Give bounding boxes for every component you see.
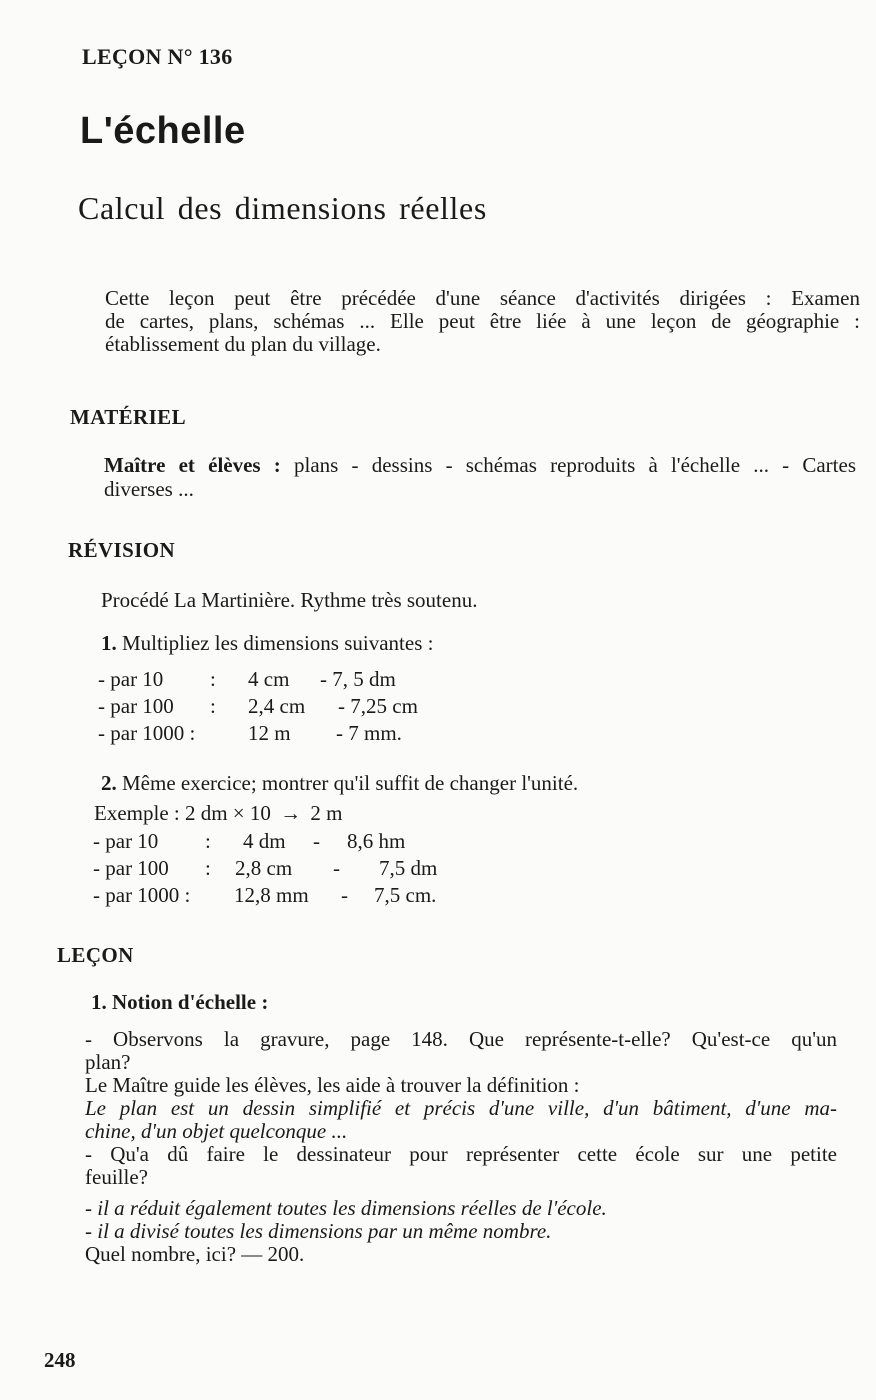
row-value-b: 7,5 dm bbox=[379, 856, 438, 880]
exercise-1-row bbox=[98, 721, 498, 747]
revision-method: Procédé La Martinière. Rythme très soutenu. bbox=[101, 588, 478, 612]
intro-line: Cette leçon peut être précédée d'une séance d'activités dirigées : Examen bbox=[105, 286, 860, 310]
intro-line: de cartes, plans, schémas ... Elle peut être liée à une leçon de géographie : bbox=[105, 309, 860, 333]
example-line bbox=[94, 801, 343, 826]
lecon-subheading: 1. Notion d'échelle : bbox=[91, 990, 269, 1014]
materiel-line bbox=[104, 453, 856, 477]
row-label: - par 10 bbox=[98, 667, 164, 691]
definition-line: Le plan est un dessin simplifié et précis d'une ville, d'un bâtiment, d'une ma- bbox=[85, 1096, 837, 1120]
row-value-a: 4 dm bbox=[243, 829, 286, 853]
page-subtitle: Calcul des dimensions réelles bbox=[78, 190, 487, 226]
row-value-a: 2,8 cm bbox=[235, 856, 293, 880]
row-value-a: 4 cm bbox=[248, 667, 290, 691]
exercise-number: 1. bbox=[101, 631, 117, 655]
lecon-heading: LEÇON bbox=[57, 943, 134, 967]
row-label: - par 100 bbox=[93, 856, 169, 880]
row-label: - par 100 bbox=[98, 694, 174, 718]
page-number: 248 bbox=[44, 1348, 76, 1372]
exercise-text: Multipliez les dimensions suivantes : bbox=[122, 631, 434, 655]
row-dash: - bbox=[333, 856, 340, 880]
row-value-b: - 7, 5 dm bbox=[320, 667, 396, 691]
row-sep: : bbox=[205, 856, 211, 880]
row-sep: : bbox=[210, 667, 216, 691]
row-value-a: 2,4 cm bbox=[248, 694, 306, 718]
exercise-number: 2. bbox=[101, 771, 117, 795]
example-result: 2 m bbox=[310, 801, 343, 825]
intro-paragraph bbox=[105, 287, 860, 356]
definition-line: chine, d'un objet quelconque ... bbox=[85, 1119, 348, 1143]
question-line: feuille? bbox=[85, 1165, 148, 1189]
exercise-2-row bbox=[93, 829, 493, 855]
guide-line: Le Maître guide les élèves, les aide à trouver la définition : bbox=[85, 1073, 580, 1097]
arrow-right-icon: → bbox=[280, 801, 302, 825]
row-sep: : bbox=[205, 829, 211, 853]
row-value-b: 8,6 hm bbox=[347, 829, 406, 853]
row-value-b: - 7 mm. bbox=[336, 721, 402, 745]
row-label: - par 1000 : bbox=[93, 883, 191, 907]
exercise-1-row bbox=[98, 694, 498, 720]
row-label: - par 10 bbox=[93, 829, 159, 853]
answer-line: - il a divisé toutes les dimensions par un même nombre. bbox=[85, 1219, 552, 1243]
question-line: - Qu'a dû faire le dessinateur pour représenter cette école sur une petite bbox=[85, 1142, 837, 1166]
lecon-body bbox=[85, 1028, 837, 1266]
lesson-number: LEÇON N° 136 bbox=[82, 44, 233, 69]
exercise-1-row bbox=[98, 667, 498, 693]
row-label: - par 1000 : bbox=[98, 721, 196, 745]
row-value-b: 7,5 cm. bbox=[374, 883, 437, 907]
final-question: Quel nombre, ici? — 200. bbox=[85, 1242, 305, 1266]
revision-heading: RÉVISION bbox=[68, 538, 176, 562]
example-label: Exemple : 2 dm × 10 bbox=[94, 801, 271, 825]
question-line: plan? bbox=[85, 1050, 131, 1074]
row-value-a: 12,8 mm bbox=[234, 883, 309, 907]
row-sep: : bbox=[210, 694, 216, 718]
answer-line: - il a réduit également toutes les dimensions réelles de l'école. bbox=[85, 1196, 607, 1220]
intro-line: établissement du plan du village. bbox=[105, 332, 381, 356]
materiel-heading: MATÉRIEL bbox=[70, 405, 186, 429]
exercise-2-instruction bbox=[101, 771, 578, 796]
row-dash: - bbox=[313, 829, 320, 853]
row-dash: - bbox=[341, 883, 348, 907]
question-line: - Observons la gravure, page 148. Que représente-t-elle? Qu'est-ce qu'un bbox=[85, 1027, 837, 1051]
materiel-label: Maître et élèves : bbox=[104, 453, 281, 477]
materiel-text: plans - dessins - schémas reproduits à l'échelle ... - Cartes bbox=[293, 453, 857, 477]
page-title: L'échelle bbox=[80, 110, 246, 152]
exercise-2-row bbox=[93, 856, 493, 882]
exercise-text: Même exercice; montrer qu'il suffit de changer l'unité. bbox=[122, 771, 579, 795]
materiel-line-2: diverses ... bbox=[104, 477, 194, 501]
materiel-paragraph bbox=[104, 453, 856, 501]
exercise-2-row bbox=[93, 883, 493, 909]
row-value-b: - 7,25 cm bbox=[338, 694, 418, 718]
exercise-1-instruction bbox=[101, 631, 433, 656]
row-value-a: 12 m bbox=[248, 721, 291, 745]
